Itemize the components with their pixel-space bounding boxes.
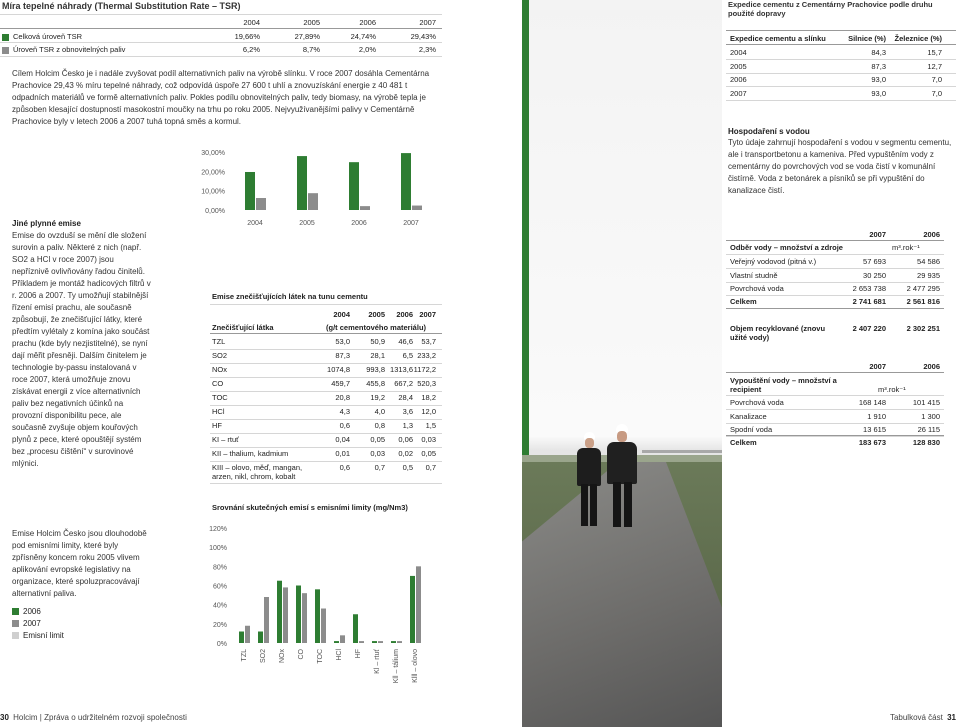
tsr-bar bbox=[360, 206, 370, 210]
emis-bar bbox=[245, 626, 250, 643]
emis-category-label: HCl bbox=[336, 649, 343, 661]
emis-legend bbox=[12, 606, 64, 642]
emis-bar bbox=[391, 641, 396, 643]
tsr-bar bbox=[401, 153, 411, 210]
emis-table-title: Emise znečišťujících látek na tunu cementu bbox=[212, 292, 368, 301]
tsr-bar bbox=[349, 162, 359, 210]
footer-left: 30 Holcim | Zpráva o udržitelném rozvoji společnosti bbox=[0, 713, 187, 722]
tsr-tick-label: 0,00% bbox=[205, 208, 225, 215]
emis-category-label: Kll – tálium bbox=[393, 649, 400, 684]
intro-text: Cílem Holcim Česko je i nadále zvyšovat podíl alternativních paliv na výrobě slínku. V roce 2007 dosáhla Cementárna Prachovice 29,43 % míru tepelné náhrady, což odpovídá úspoře 27 600 t uhlí a znovuzískání energie z 40 481 t odpadních materiálů ve formě alternativních paliv. Pokles podílu obnovitelných paliv, tedy biomasy, na výrobě tepla je způsoben klesající dostupností masokostní moučky na trhu po roku 2005. Nejvyužívanějšími palivy v Cementárně Prachovice byly v letech 2006 a 2007 tuhá topná směs a kormul. bbox=[12, 69, 430, 126]
emis-bar bbox=[258, 632, 263, 644]
water-text: Tyto údaje zahrnují hospodaření s vodou v segmentu cementu, ale i transportbetonu a kameniva. Před vypuštěním vody z cementárny do povrchových vod se voda čistí v komunální čistírně. Voda z betonárek a písníků se při vypuštění do kanalizace čistí. bbox=[728, 138, 952, 195]
emis-tick-label: 60% bbox=[212, 583, 227, 591]
emis-bar bbox=[410, 576, 415, 643]
tsr-category-label: 2004 bbox=[247, 220, 263, 227]
legend-item-2007: 2007 bbox=[12, 618, 64, 630]
emis-tick-label: 0% bbox=[216, 641, 227, 648]
tsr-tick-label: 10,00% bbox=[201, 188, 225, 196]
emis-bar bbox=[359, 641, 364, 643]
legend-item-2006: 2006 bbox=[12, 606, 64, 618]
emis-tick-label: 80% bbox=[212, 564, 227, 572]
emis-category-label: Klll – olovo bbox=[412, 649, 419, 683]
emis-bar bbox=[416, 566, 421, 643]
emis-bar bbox=[277, 581, 282, 643]
emis-tick-label: 40% bbox=[212, 602, 227, 610]
footer-right: Tabulková část 31 bbox=[889, 713, 956, 722]
emis-bar bbox=[296, 586, 301, 644]
legend-item-limit: Emisní limit bbox=[12, 630, 64, 642]
emis-chart-title: Srovnání skutečných emisí s emisními limity (mg/Nm3) bbox=[212, 503, 408, 512]
emis-bar bbox=[397, 641, 402, 643]
worker-figure-2 bbox=[604, 424, 640, 528]
tsr-tick-label: 20,00% bbox=[201, 169, 225, 177]
emis-category-label: Kl – rtuť bbox=[374, 649, 381, 674]
emis-bar bbox=[378, 641, 383, 643]
tsr-category-label: 2005 bbox=[299, 220, 315, 227]
tsr-bar bbox=[308, 193, 318, 210]
emis-bar bbox=[334, 641, 339, 643]
tsr-bar bbox=[412, 206, 422, 210]
emis-bar bbox=[340, 635, 345, 643]
emis-bar bbox=[302, 593, 307, 643]
emis-category-label: CO bbox=[298, 649, 305, 660]
worker-figure-1 bbox=[574, 432, 604, 527]
tsr-chart bbox=[195, 140, 445, 230]
emis-tick-label: 20% bbox=[212, 621, 227, 629]
emis-bar bbox=[372, 641, 377, 643]
tsr-tick-label: 30,00% bbox=[201, 150, 225, 157]
emis-category-label: NOx bbox=[279, 649, 286, 663]
tsr-bar bbox=[245, 172, 255, 210]
emis-bar bbox=[239, 632, 244, 644]
left-text-2: Emise Holcim Česko jsou dlouhodobě pod emisními limity, které byly zpřísněny koncem roku 2005 vlivem aplikování evropské legislativy na organizace, které spoluzpracovávají alternativní paliva. bbox=[12, 529, 147, 598]
emis-bar bbox=[315, 589, 320, 643]
tsr-category-label: 2006 bbox=[351, 220, 367, 227]
emis-category-label: SO2 bbox=[260, 649, 267, 664]
emis-category-label: TZL bbox=[241, 649, 248, 662]
emis-bar bbox=[283, 587, 288, 643]
emis-tick-label: 120% bbox=[209, 526, 227, 533]
emis-category-label: HF bbox=[355, 649, 362, 659]
emis-bar bbox=[353, 614, 358, 643]
tsr-category-label: 2007 bbox=[403, 220, 419, 227]
expedice-title: Expedice cementu z Cementárny Prachovice podle druhu použité dopravy bbox=[728, 0, 933, 18]
tsr-bar bbox=[297, 156, 307, 210]
emis-category-label: TOC bbox=[317, 649, 324, 664]
emis-tick-label: 100% bbox=[209, 545, 227, 553]
water-heading: Hospodaření s vodou bbox=[728, 127, 810, 136]
left-heading: Jiné plynné emise bbox=[12, 219, 81, 228]
emis-bar bbox=[264, 597, 269, 643]
emis-chart bbox=[195, 518, 445, 693]
tsr-title: Míra tepelné náhrady (Thermal Substitution Rate – TSR) bbox=[2, 1, 241, 11]
left-text: Emise do ovzduší se mění dle složení surovin a paliv. Některé z nich (např. SO2 a HCl v roce 2007) jsou nepříznivě ovlivňovány řadou činitelů. Příkladem je montáž hadicových filtrů v r. 2006 a 2007. Ty umožňují stabilnější řízení emisí prachu, ale současně způsobují, že znečišťující látky, které předtím vylétaly z komína jako součást prachu (kde byly nezjistitelné), se nyní dají měřit přesněji. Dalším činitelem je technologie by-passu instalovaná v roce 2007, která umožňuje znovu získávat energii z více alternativních paliv bez negativních účinků na provozní disponibilitu pece, ale současně zvyšuje objem kouřových plynů z pece, které opouštějí systém bez „procesu čištění“ v surovinové mlýnici. bbox=[12, 231, 151, 468]
emis-bar bbox=[321, 609, 326, 644]
tsr-bar bbox=[256, 198, 266, 210]
photo-workers-on-road bbox=[522, 0, 722, 727]
